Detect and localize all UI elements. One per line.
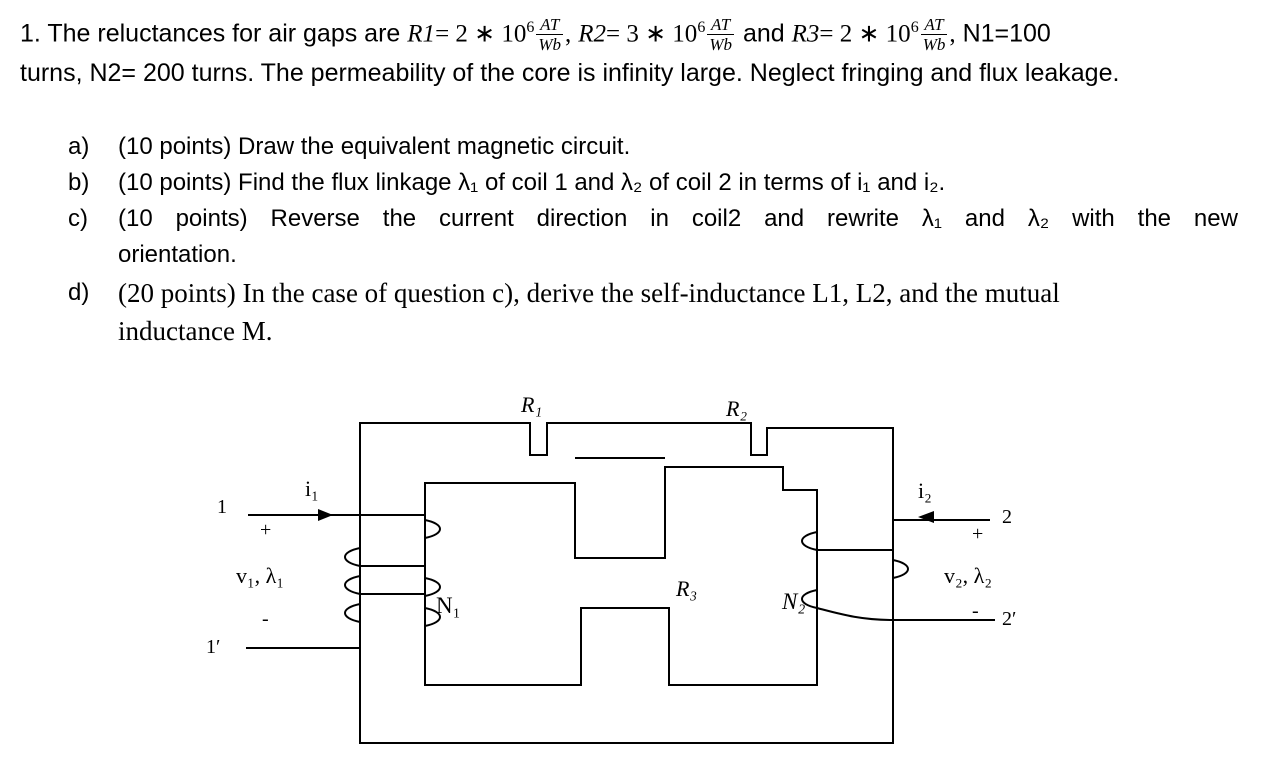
question-c-word: rewrite: [827, 205, 900, 232]
question-c-word: λ₁: [921, 205, 943, 232]
label-i2: i₂: [918, 478, 932, 503]
v1-minus: -: [262, 608, 269, 630]
question-c-word: in: [650, 205, 669, 232]
r2-name: R2: [578, 20, 607, 48]
problem-line-1: 1. The reluctances for air gaps are R1= 2 ∗ $10^6$ $\frac{AT}{Wb}$ , R2= 3 ∗ $10^6$ $\frac{AT}{Wb}$ and R3= 2 ∗ $10^6$ $\frac{AT}{Wb}$ , N1=100: [20, 15, 1051, 55]
r2-exponent: 6: [697, 19, 706, 36]
r3-name: R3: [791, 20, 820, 48]
terminal-1-prime: 1′: [206, 636, 221, 658]
terminal-2-prime: 2′: [1002, 608, 1017, 630]
label-n1: N₁: [436, 593, 461, 618]
r3-value: = 2 ∗ 10: [819, 20, 911, 48]
label-r1: R₁: [521, 392, 543, 417]
question-c-word: current: [439, 205, 514, 232]
question-c-word: the: [382, 205, 417, 232]
question-c-word: the: [1137, 205, 1172, 232]
terminal-1: 1: [217, 496, 227, 518]
question-c-word: and: [764, 205, 805, 232]
v1-lambda1: v₁, λ₁: [236, 563, 285, 588]
r1-exponent: 6: [526, 19, 535, 36]
question-c-text-2: orientation.: [118, 241, 237, 268]
label-i1: i₁: [305, 476, 319, 501]
core-outer-outline: [360, 423, 893, 743]
question-c-word: points): [175, 205, 248, 232]
r3-exponent: 6: [910, 19, 919, 36]
question-d-text-2: inductance M.: [118, 316, 273, 346]
question-c-label: c): [68, 205, 88, 232]
problem-line-2: turns, N2= 200 turns. The permeability of the core is infinity large. Neglect fringing and flux leakage.: [20, 59, 1120, 87]
v2-plus: +: [972, 523, 984, 545]
r1-unit: $\frac{AT}{Wb}$: [538, 15, 562, 55]
question-d-label: d): [68, 279, 90, 306]
question-c-word: λ₂: [1027, 205, 1050, 232]
i2-arrow-icon: [918, 511, 934, 523]
question-c-word: (10: [118, 205, 153, 232]
question-b-label: b): [68, 169, 90, 196]
r1-name: R1: [407, 20, 436, 48]
terminal-2: 2: [1002, 506, 1012, 528]
core-inner-outline: [425, 467, 817, 685]
r2-unit: $\frac{AT}{Wb}$: [709, 15, 732, 55]
question-a-text: (10 points) Draw the equivalent magnetic circuit.: [118, 133, 631, 160]
question-c-word: Reverse: [270, 205, 360, 232]
problem-number: 1.: [20, 19, 41, 48]
r2-value: = 3 ∗ 10: [606, 20, 698, 48]
question-c-word: new: [1193, 205, 1238, 232]
and-word: and: [742, 19, 785, 48]
v1-plus: +: [260, 519, 272, 541]
label-r2: R₂: [726, 396, 748, 421]
v2-minus: -: [972, 600, 979, 622]
r3-unit: $\frac{AT}{Wb}$: [922, 15, 946, 55]
question-c-word: direction: [536, 205, 628, 232]
r1-value: = 2 ∗ 10: [435, 20, 527, 48]
question-b-text: (10 points) Find the flux linkage λ₁ of coil 1 and λ₂ of coil 2 in terms of i₁ and i₂.: [118, 169, 946, 196]
problem-intro: The reluctances for air gaps are: [47, 19, 401, 48]
label-n2: N₂: [782, 589, 806, 614]
i1-arrow-icon: [318, 509, 333, 521]
n1-turns: N1=100: [962, 19, 1051, 48]
question-a-label: a): [68, 133, 90, 160]
question-c-word: with: [1072, 205, 1115, 232]
question-d-text: (20 points) In the case of question c), derive the self-inductance L1, L2, and the mutual: [118, 278, 1060, 308]
label-r3: R₃: [676, 576, 698, 601]
v2-lambda2: v₂, λ₂: [944, 563, 993, 588]
question-c-word: and: [964, 205, 1005, 232]
question-c-word: coil2: [691, 205, 742, 232]
